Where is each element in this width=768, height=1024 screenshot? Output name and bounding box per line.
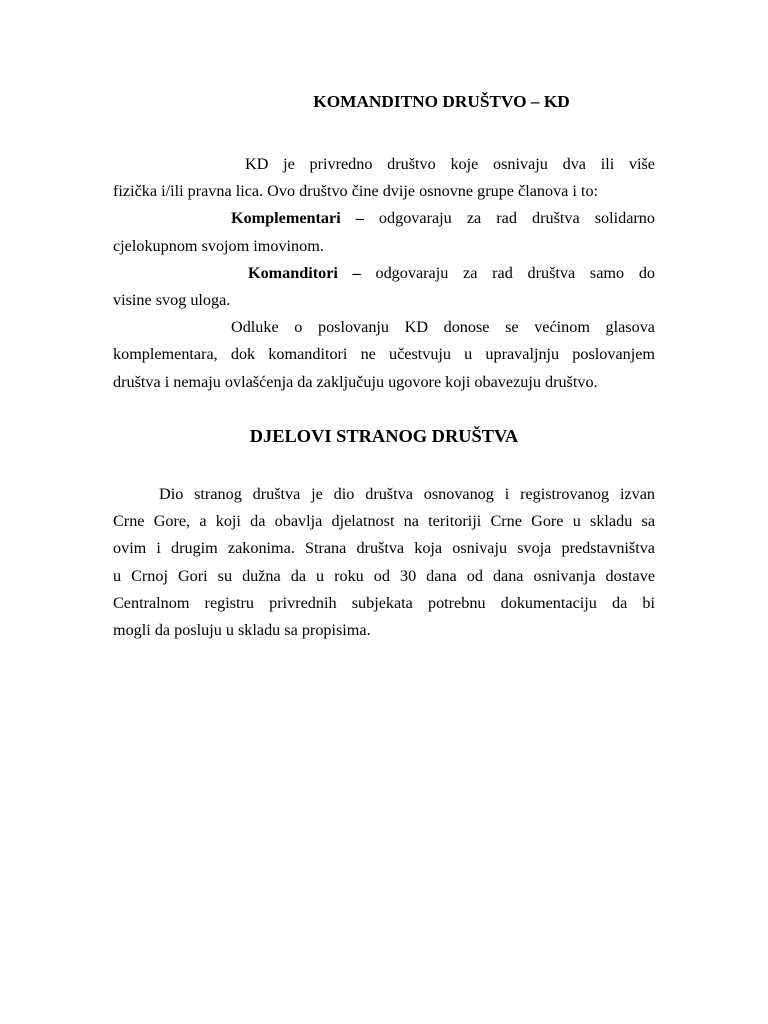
paragraph-komanditori-line1: Komanditori – odgovaraju za rad društva samo do — [248, 263, 656, 282]
paragraph-kd-definition-line2: fizička i/ili pravna lica. Ovo društvo čine dvije osnovne grupe članova i to: — [113, 182, 599, 201]
paragraph-strano-line5: Centralnom registru privrednih subjekata potrebnu dokumentaciju da bi — [113, 593, 655, 612]
section-strano-drustvo-body — [113, 481, 655, 644]
paragraph-kd-definition-line1: KD je privredno društvo koje osnivaju dva ili više — [245, 155, 655, 173]
paragraph-komplementari-line1: Komplementari – odgovaraju za rad društva solidarno — [231, 209, 655, 228]
paragraph-strano-line4: u Crnoj Gori su dužna da u roku od 30 dana od dana osnivanja dostave — [113, 566, 655, 585]
paragraph-odluke-line3: društva i nemaju ovlašćenja da zaključuju ugovore koji obavezuju društvo. — [113, 372, 598, 391]
paragraph-strano-line1: Dio stranog društva je dio društva osnovanog i registrovanog izvan — [159, 485, 655, 503]
paragraph-odluke-line2: komplementara, dok komanditori ne učestvuju u upravaljnju poslovanjem — [113, 345, 655, 364]
term-komanditori: Komanditori – — [248, 263, 361, 282]
heading-djelovi-stranog-drustva: DJELOVI STRANOG DRUŠTVA — [249, 426, 519, 446]
paragraph-strano-line6: mogli da posluju u skladu sa propisima. — [113, 621, 371, 640]
term-komplementari: Komplementari – — [231, 209, 364, 228]
heading-komanditno-drustvo: KOMANDITNO DRUŠTVO – KD — [313, 92, 570, 111]
paragraph-strano-line2: Crne Gore, a koji da obavlja djelatnost na teritoriji Crne Gore u skladu sa — [113, 512, 655, 531]
paragraph-komanditori-line2: visine svog uloga. — [113, 291, 231, 310]
section-kd-body — [113, 151, 655, 396]
paragraph-komplementari-line2: cjelokupnom svojom imovinom. — [113, 236, 324, 255]
paragraph-strano-line3: ovim i drugim zakonima. Strana društva koja osnivaju svoja predstavništva — [113, 539, 655, 558]
paragraph-odluke-line1: Odluke o poslovanju KD donose se većinom glasova — [231, 318, 655, 337]
